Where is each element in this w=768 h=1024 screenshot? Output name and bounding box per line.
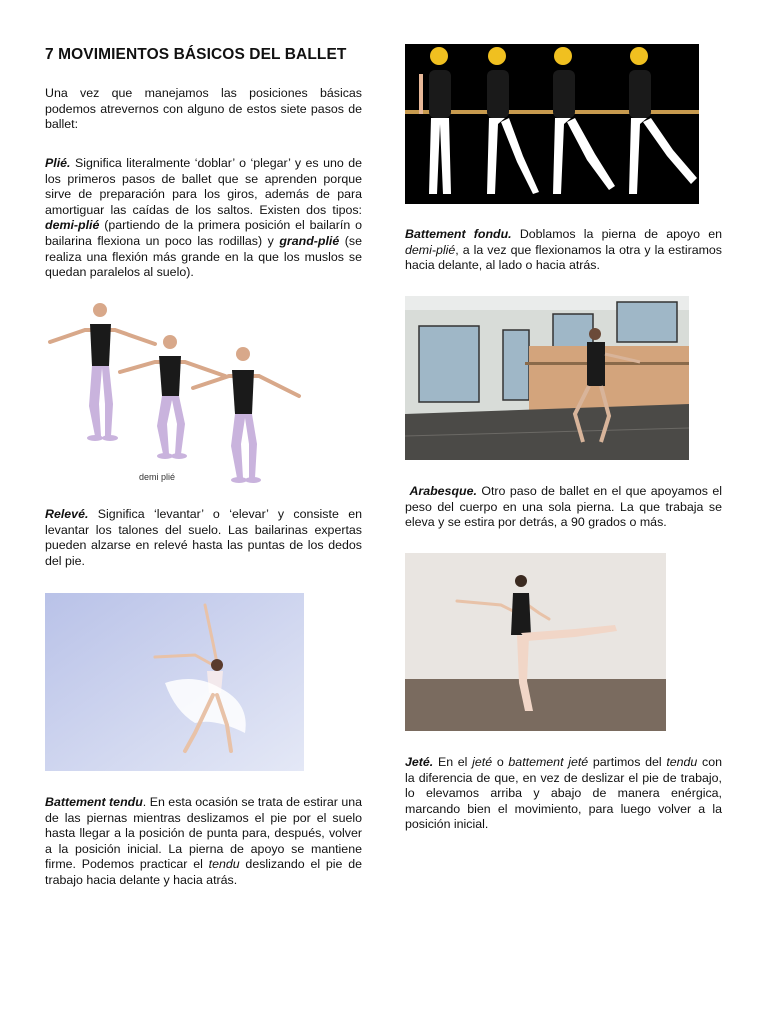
plie-caption: demi plié [139,472,176,482]
releve-photo [45,593,304,771]
tendu-term: Battement tendu [45,795,143,809]
dancer-figure [193,347,299,483]
fondu-term: Battement fondu. [405,227,512,241]
page-title: 7 MOVIMIENTOS BÁSICOS DEL BALLET [45,46,347,63]
jete-paragraph: Jeté. En el jeté o battement jeté partimos del tendu con la diferencia de que, en vez de deslizar el pie de trabajo, lo elevamos arriba y abajo de manera enérgica, marcando bien el movimiento, para luego volver a la posición inicial. [405,755,722,832]
tendu-paragraph: Battement tendu. En esta ocasión se trata de estirar una de las piernas mientras deslizamos el pie por el suelo hasta llegar a la posición de punta para, después, volver a la posición inicial. La pierna de apoyo se mantiene firme. Podemos practicar el tendu deslizando el pie de trabajo hacia delante y hacia atrás. [45,795,362,887]
releve-term: Relevé. [45,507,89,521]
jete-term: Jeté. [405,755,434,769]
arabesque-photo [405,553,666,731]
arabesque-term: Arabesque. [409,484,477,498]
intro-paragraph: Una vez que manejamos las posiciones básicas podemos atrevernos con alguno de estos siete pasos de ballet: [45,86,362,132]
dancer-figure [120,335,225,459]
releve-paragraph: Relevé. Significa ‘levantar’ o ‘elevar’ y consiste en levantar los talones del suelo. Las bailarinas expertas pueden alzarse en relevé hasta las puntas de los dedos del pie. [45,507,362,568]
fondu-photo [405,296,689,460]
plie-paragraph: Plié. Significa literalmente ‘doblar’ o ‘plegar’ y es uno de los primeros pasos de ballet que se aprenden porque sirve de preparación para los giros, además de para amortiguar las caídas de los saltos. Existen dos tipos: demi-plié (partiendo de la primera posición el bailarín o bailarina flexiona un poco las rodillas) y grand-plié (se realiza una flexión más grande en la que los muslos se quedan paralelos al suelo). [45,156,362,280]
demi-plie-illustration [45,296,305,491]
arabesque-paragraph: Arabesque. Otro paso de ballet en el que apoyamos el peso del cuerpo en una sola pierna. La que trabaja se eleva y se estira por detrás, a 90 grados o más. [405,484,723,530]
tendu-illustration [405,44,699,204]
fondu-paragraph: Battement fondu. Doblamos la pierna de apoyo en demi-plié, a la vez que flexionamos la otra y la estiramos hacia delante, al lado o hacia atrás. [405,227,722,273]
grand-plie-term: grand-plié [279,233,340,248]
dancer-figure [50,303,155,441]
demi-plie-term: demi-plié [45,218,100,233]
plie-term: Plié. [45,156,71,170]
